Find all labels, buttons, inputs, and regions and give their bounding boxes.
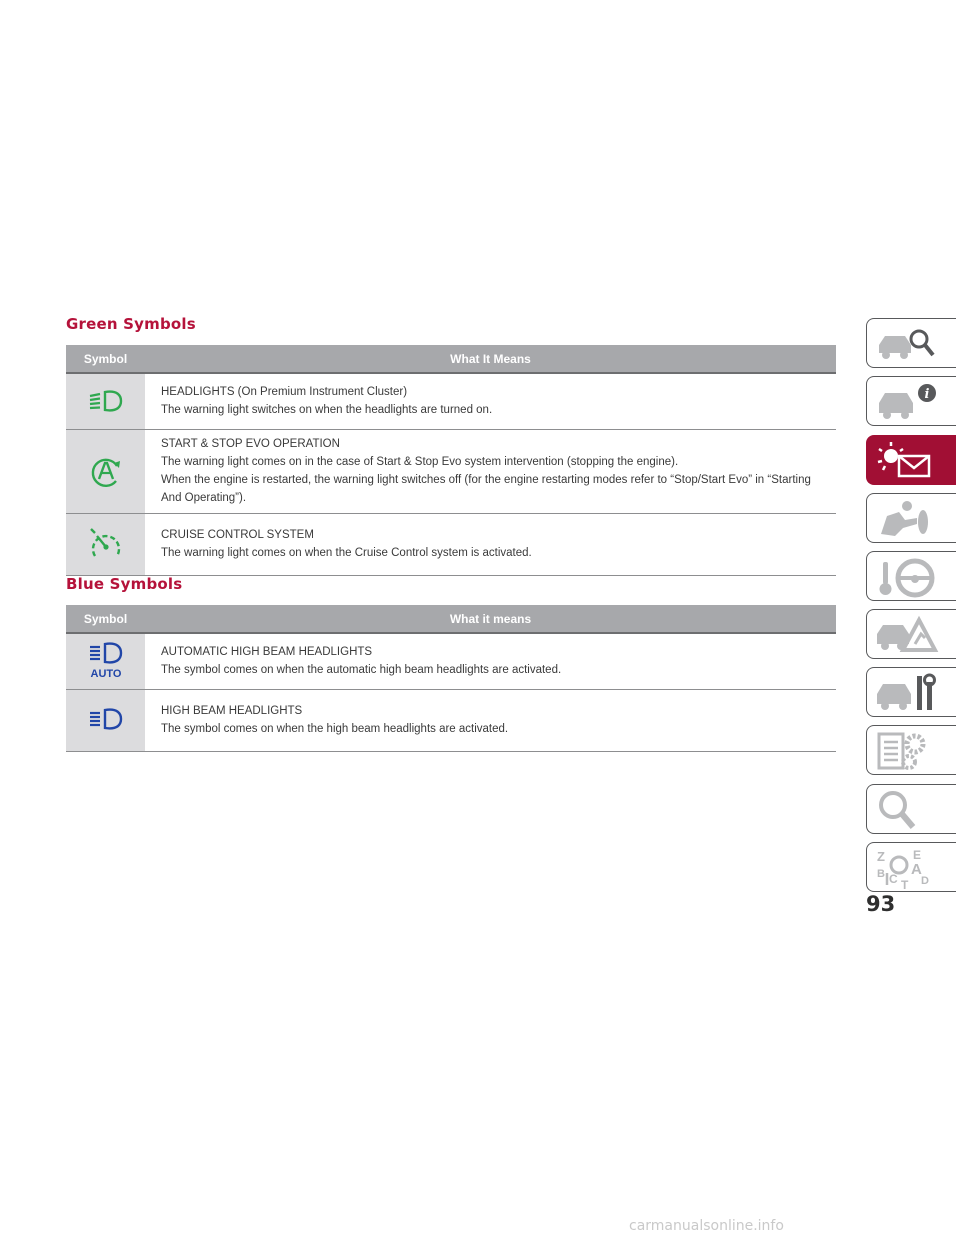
meaning-title: HIGH BEAM HEADLIGHTS: [161, 704, 303, 717]
car-service-tools-icon: [873, 672, 943, 714]
meaning-text: The warning light switches on when the headlights are turned on.: [161, 403, 493, 416]
headlights-icon: [86, 388, 126, 414]
meaning-title: START & STOP EVO OPERATION: [161, 437, 340, 450]
auto-high-beam-icon: [85, 641, 127, 681]
nav-tab-car-search[interactable]: [866, 318, 956, 368]
nav-tab-technical-specs[interactable]: [866, 725, 956, 775]
table-row: [66, 429, 836, 513]
start-stop-evo-icon: [86, 454, 126, 488]
blue-symbols-table: [66, 605, 836, 752]
meaning-text: The symbol comes on when the automatic high beam headlights are activated.: [161, 663, 562, 676]
cruise-control-icon: [86, 526, 126, 562]
symbol-cell: [66, 633, 145, 689]
section-title-blue: Blue Symbols: [66, 575, 183, 593]
table-header-row: [66, 345, 836, 373]
technical-specs-gears-icon: [873, 730, 943, 772]
magnifier-icon: [873, 789, 943, 831]
index-letter: C: [889, 872, 898, 886]
high-beam-icon: [85, 707, 127, 733]
nav-tab-safety[interactable]: [866, 493, 956, 543]
index-letter: A: [911, 861, 922, 878]
nav-tab-emergency[interactable]: [866, 609, 956, 659]
index-letter: E: [913, 848, 922, 862]
meaning-title: HEADLIGHTS (On Premium Instrument Cluster): [161, 385, 408, 398]
meaning-text: The symbol comes on when the high beam headlights are activated.: [161, 722, 509, 735]
nav-tab-warning-lights[interactable]: [866, 435, 956, 485]
table-row: [66, 689, 836, 751]
section-title-green: Green Symbols: [66, 315, 196, 333]
symbol-cell: [66, 689, 145, 751]
car-search-icon: [873, 323, 943, 365]
nav-tab-servicing[interactable]: [866, 667, 956, 717]
warning-light-message-icon: [873, 440, 943, 482]
green-symbols-table: [66, 345, 836, 576]
symbol-cell: [66, 373, 145, 429]
column-header-symbol: Symbol: [66, 605, 145, 633]
car-info-icon: [873, 381, 943, 423]
index-letter: Z: [877, 849, 885, 864]
symbol-cell: [66, 429, 145, 513]
nav-tab-search[interactable]: [866, 784, 956, 834]
meaning-text: When the engine is restarted, the warning light switches off (for the engine restarting modes refer to “Stop/Start Evo” in “Starting And Operating”).: [161, 473, 811, 504]
meaning-cell: [145, 689, 836, 751]
column-header-symbol: Symbol: [66, 345, 145, 373]
column-header-meaning: What It Means: [145, 345, 836, 373]
meaning-title: CRUISE CONTROL SYSTEM: [161, 528, 314, 541]
column-header-meaning: What it means: [145, 605, 836, 633]
meaning-text: The warning light comes on when the Cruise Control system is activated.: [161, 546, 532, 559]
meaning-cell: [145, 633, 836, 689]
airbag-seat-icon: [873, 498, 943, 540]
table-header-row: [66, 605, 836, 633]
page-number: 93: [866, 892, 896, 916]
meaning-title: AUTOMATIC HIGH BEAM HEADLIGHTS: [161, 645, 373, 658]
svg-text:i: i: [924, 387, 930, 402]
nav-tab-car-info[interactable]: [866, 376, 956, 426]
alphabetical-index-icon: [873, 847, 943, 889]
index-letter: B: [877, 868, 885, 880]
table-row: [66, 513, 836, 575]
table-row: [66, 633, 836, 689]
car-hazard-icon: [873, 614, 943, 656]
index-letter: D: [921, 875, 929, 887]
meaning-text: The warning light comes on in the case of Start & Stop Evo system intervention (stopping the engine).: [161, 455, 679, 468]
key-steering-wheel-icon: [873, 556, 943, 598]
table-row: [66, 373, 836, 429]
nav-tab-index[interactable]: [866, 842, 956, 892]
watermark: carmanualsonline.info: [629, 1218, 784, 1234]
meaning-cell: [145, 513, 836, 575]
index-letter: T: [901, 878, 909, 889]
symbol-cell: [66, 513, 145, 575]
auto-icon-label: AUTO: [90, 668, 121, 681]
meaning-cell: [145, 429, 836, 513]
meaning-cell: [145, 373, 836, 429]
nav-tab-starting-driving[interactable]: [866, 551, 956, 601]
